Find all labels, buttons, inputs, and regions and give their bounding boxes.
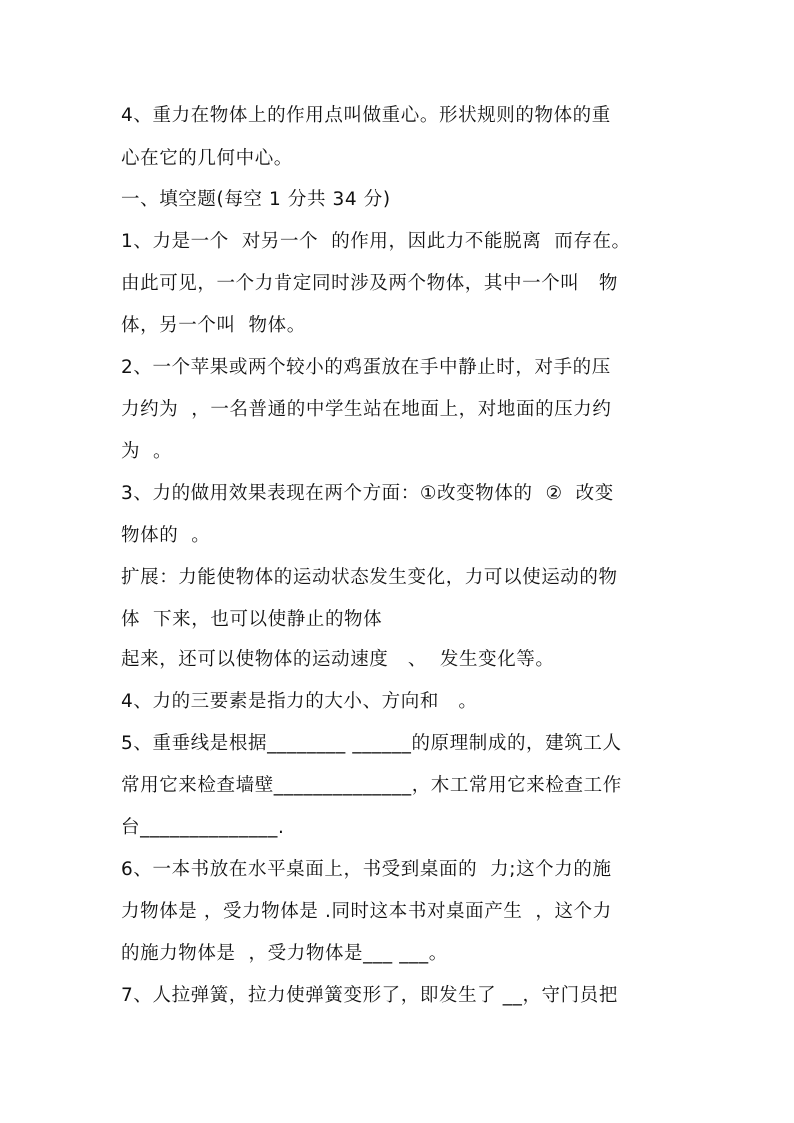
question-1-line-2: 由此可见，一个力肯定同时涉及两个物体，其中一个叫 物	[121, 273, 618, 294]
question-6-line-3: 的施力物体是 ，受力物体是___ ___。	[121, 943, 448, 964]
question-1-line-3: 体，另一个叫 物体。	[121, 315, 306, 336]
extension-line-3: 起来，还可以使物体的运动速度 、 发生变化等。	[121, 649, 555, 670]
text-line-gravity-center-2: 心在它的几何中心。	[121, 148, 293, 169]
question-7-line-1: 7、人拉弹簧，拉力使弹簧变形了，即发生了 __，守门员把	[121, 985, 618, 1006]
question-5-line-3: 台______________.	[121, 817, 285, 838]
section-heading-fill-in-blanks: 一、填空题(每空 1 分共 34 分)	[121, 189, 391, 210]
question-1-line-1: 1、力是一个 对另一个 的作用，因此力不能脱离 而存在。	[121, 231, 631, 252]
question-6-line-1: 6、一本书放在水平桌面上，书受到桌面的 力;这个力的施	[121, 859, 612, 880]
extension-line-2: 体 下来，也可以使静止的物体	[121, 609, 383, 630]
question-2-line-3: 为 。	[121, 441, 173, 462]
text-line-gravity-center-1: 4、重力在物体上的作用点叫做重心。形状规则的物体的重	[121, 105, 611, 126]
question-2-line-2: 力约为 ，一名普通的中学生站在地面上，对地面的压力约	[121, 399, 612, 420]
extension-line-1: 扩展：力能使物体的运动状态发生变化，力可以使运动的物	[121, 567, 618, 588]
question-4-line: 4、力的三要素是指力的大小、方向和 。	[121, 691, 478, 712]
question-5-line-2: 常用它来检查墙壁______________，木工常用它来检查工作	[121, 775, 622, 796]
question-3-line-1: 3、力的做用效果表现在两个方面：①改变物体的 ② 改变	[121, 483, 614, 504]
question-2-line-1: 2、一个苹果或两个较小的鸡蛋放在手中静止时，对手的压	[121, 357, 611, 378]
question-5-line-1: 5、重垂线是根据________ ______的原理制成的，建筑工人	[121, 733, 622, 754]
question-3-line-2: 物体的 。	[121, 525, 211, 546]
question-6-line-2: 力物体是 ，受力物体是 .同时这本书对桌面产生 ，这个力	[121, 901, 612, 922]
